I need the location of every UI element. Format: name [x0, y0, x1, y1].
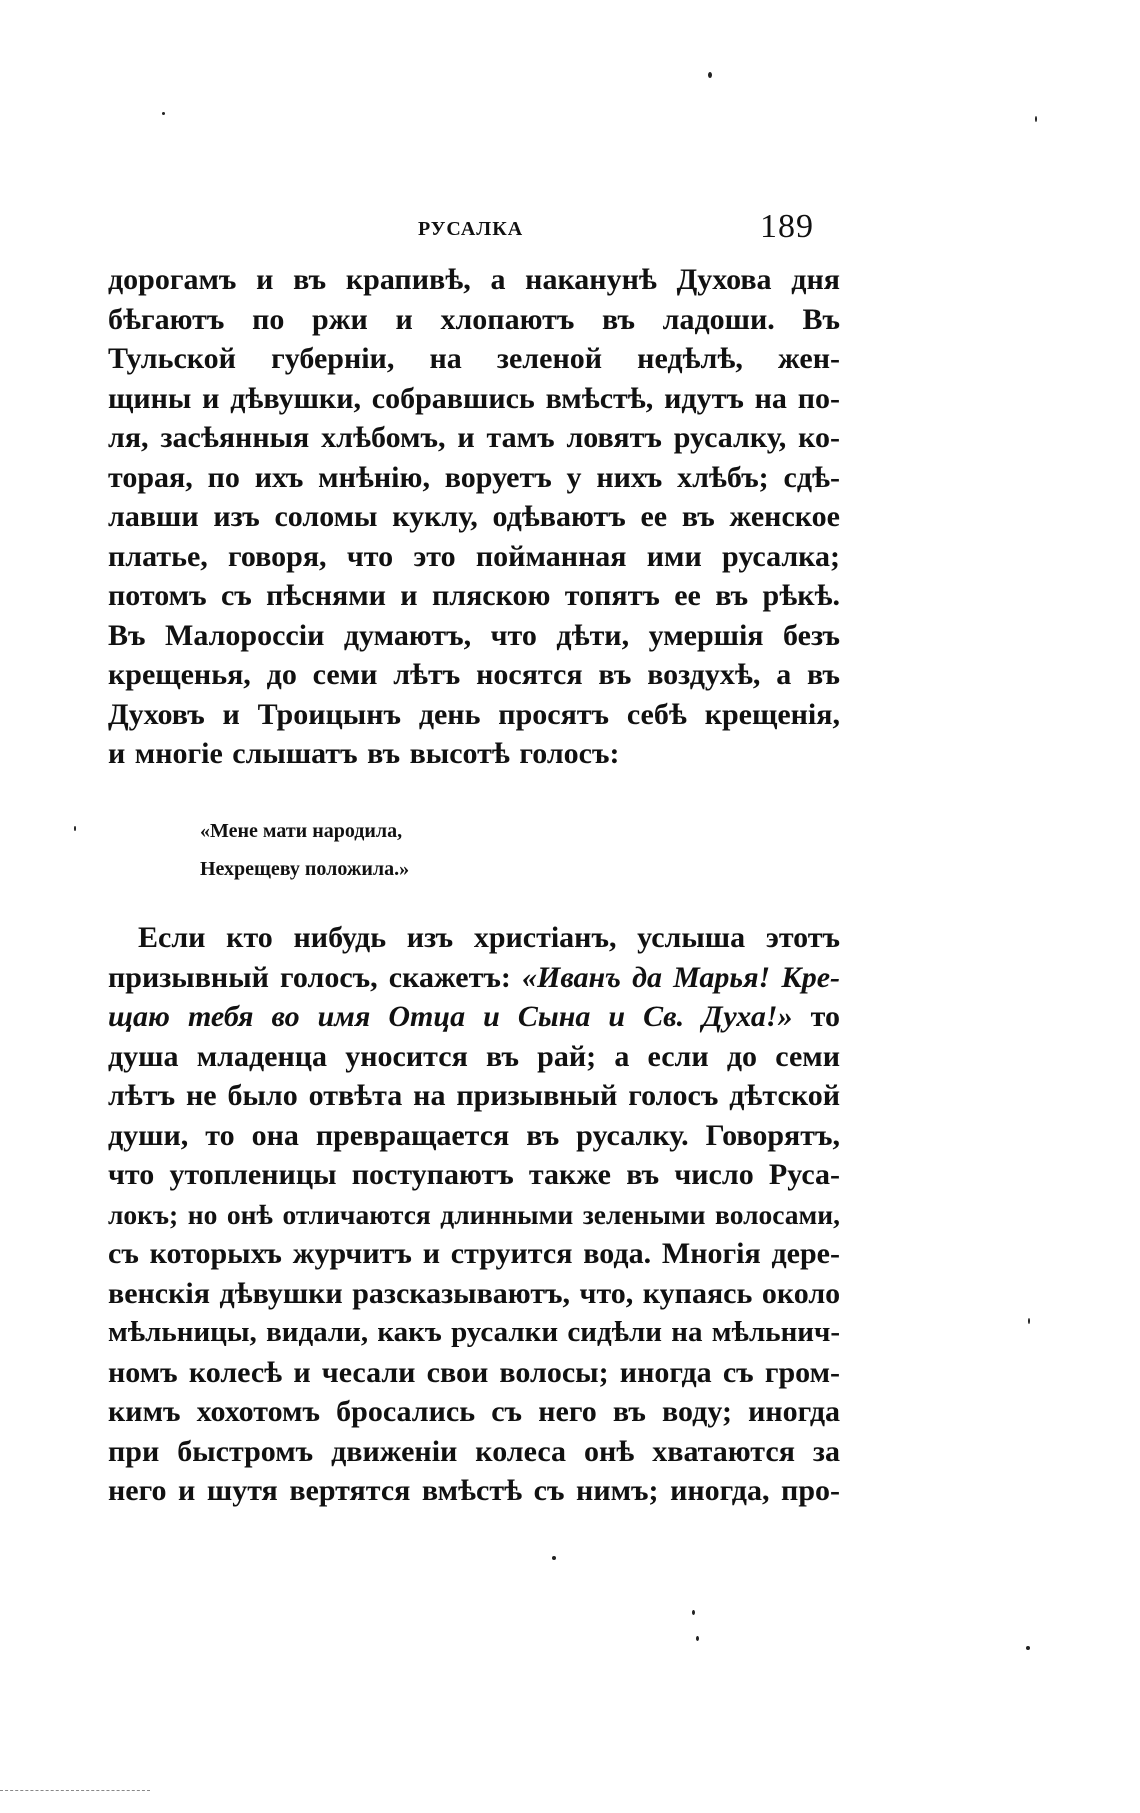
text-line: лавши изъ соломы куклу, одѣваютъ ее въ женское: [108, 500, 840, 533]
text-line: при быстромъ движеніи колеса онѣ хватаются за: [108, 1434, 840, 1468]
text-line: кимъ хохотомъ бросались съ него въ воду; иногда: [108, 1395, 840, 1428]
text-line: лѣтъ не было отвѣта на призывный голосъ дѣтской: [108, 1079, 840, 1112]
text-line: мѣльницы, видали, какъ русалки сидѣли на мѣльнич-: [108, 1316, 840, 1348]
running-title: РУСАЛКА: [418, 218, 524, 240]
text-line: бѣгаютъ по ржи и хлопаютъ въ ладоши. Въ: [108, 302, 840, 336]
text-line: номъ колесѣ и чесали свои волосы; иногда съ гром-: [108, 1355, 840, 1389]
text-line: Въ Малороссіи думаютъ, что дѣти, умершія безъ: [108, 618, 840, 652]
text-line: Если кто нибудь изъ христіанъ, услыша этотъ: [138, 921, 840, 954]
text-line: Тульской губерніи, на зеленой недѣлѣ, жен-: [108, 342, 840, 375]
scan-speck: [1028, 1318, 1030, 1324]
text-line: что утопленицы поступаютъ также въ число Руса-: [108, 1158, 840, 1191]
text-line: него и шутя вертятся вмѣстѣ съ нимъ; иногда, про-: [108, 1474, 840, 1507]
italic-quote: «Иванъ да Марья! Кре-: [521, 960, 840, 994]
text-line: Духовъ и Троицынъ день просятъ себѣ крещенія,: [108, 697, 840, 731]
text-line: съ которыхъ журчитъ и струится вода. Многія дере-: [108, 1237, 840, 1270]
scan-speck: [552, 1556, 556, 1560]
text-line: потомъ съ пѣснями и пляскою топятъ ее въ рѣкѣ.: [108, 579, 840, 612]
text-line: и многіе слышатъ въ высотѣ голосъ:: [108, 737, 620, 770]
text-segment: призывный голосъ, скажетъ:: [108, 960, 522, 994]
text-line: локъ; но онѣ отличаются длинными зелеными волосами,: [108, 1198, 840, 1230]
text-line: души, то она превращается въ русалку. Говорятъ,: [108, 1118, 840, 1152]
text-line: ля, засѣянныя хлѣбомъ, и тамъ ловятъ русалку, ко-: [108, 421, 840, 454]
scan-edge-line: [0, 1790, 150, 1791]
text-line: дорогамъ и въ крапивѣ, а наканунѣ Духова дня: [108, 263, 840, 296]
text-line: венскія дѣвушки разсказываютъ, что, купаясь около: [108, 1276, 841, 1310]
scan-speck: [162, 112, 165, 115]
scan-speck: [708, 72, 712, 78]
text-segment: то: [792, 1000, 840, 1033]
scan-speck: [74, 826, 76, 831]
scan-speck: [696, 1636, 699, 1641]
paragraph-1: [108, 260, 840, 774]
poem-quote: [200, 812, 409, 888]
text-line: крещенья, до семи лѣтъ носятся въ воздухѣ, а въ: [108, 658, 840, 691]
poem-line: «Мене мати народила,: [200, 820, 403, 842]
scan-speck: [1026, 1646, 1030, 1650]
text-line: торая, по ихъ мнѣнію, воруетъ у нихъ хлѣбъ; сдѣ-: [108, 460, 840, 494]
italic-quote: щаю тебя во имя Отца и Сына и Св. Духа!»: [108, 1000, 793, 1033]
text-line: платье, говоря, что это пойманная ими русалка;: [108, 539, 840, 573]
page-number: 189: [760, 208, 814, 245]
text-line: [108, 997, 840, 1037]
text-line: [108, 958, 840, 998]
paragraph-2: [108, 918, 840, 1511]
text-line: душа младенца уносится въ рай; а если до семи: [108, 1039, 840, 1073]
text-line: щины и дѣвушки, собравшись вмѣстѣ, идутъ на по-: [108, 381, 840, 415]
poem-line: Нехрещеву положила.»: [200, 858, 410, 880]
scan-speck: [692, 1610, 695, 1615]
scan-speck: [1035, 116, 1037, 122]
